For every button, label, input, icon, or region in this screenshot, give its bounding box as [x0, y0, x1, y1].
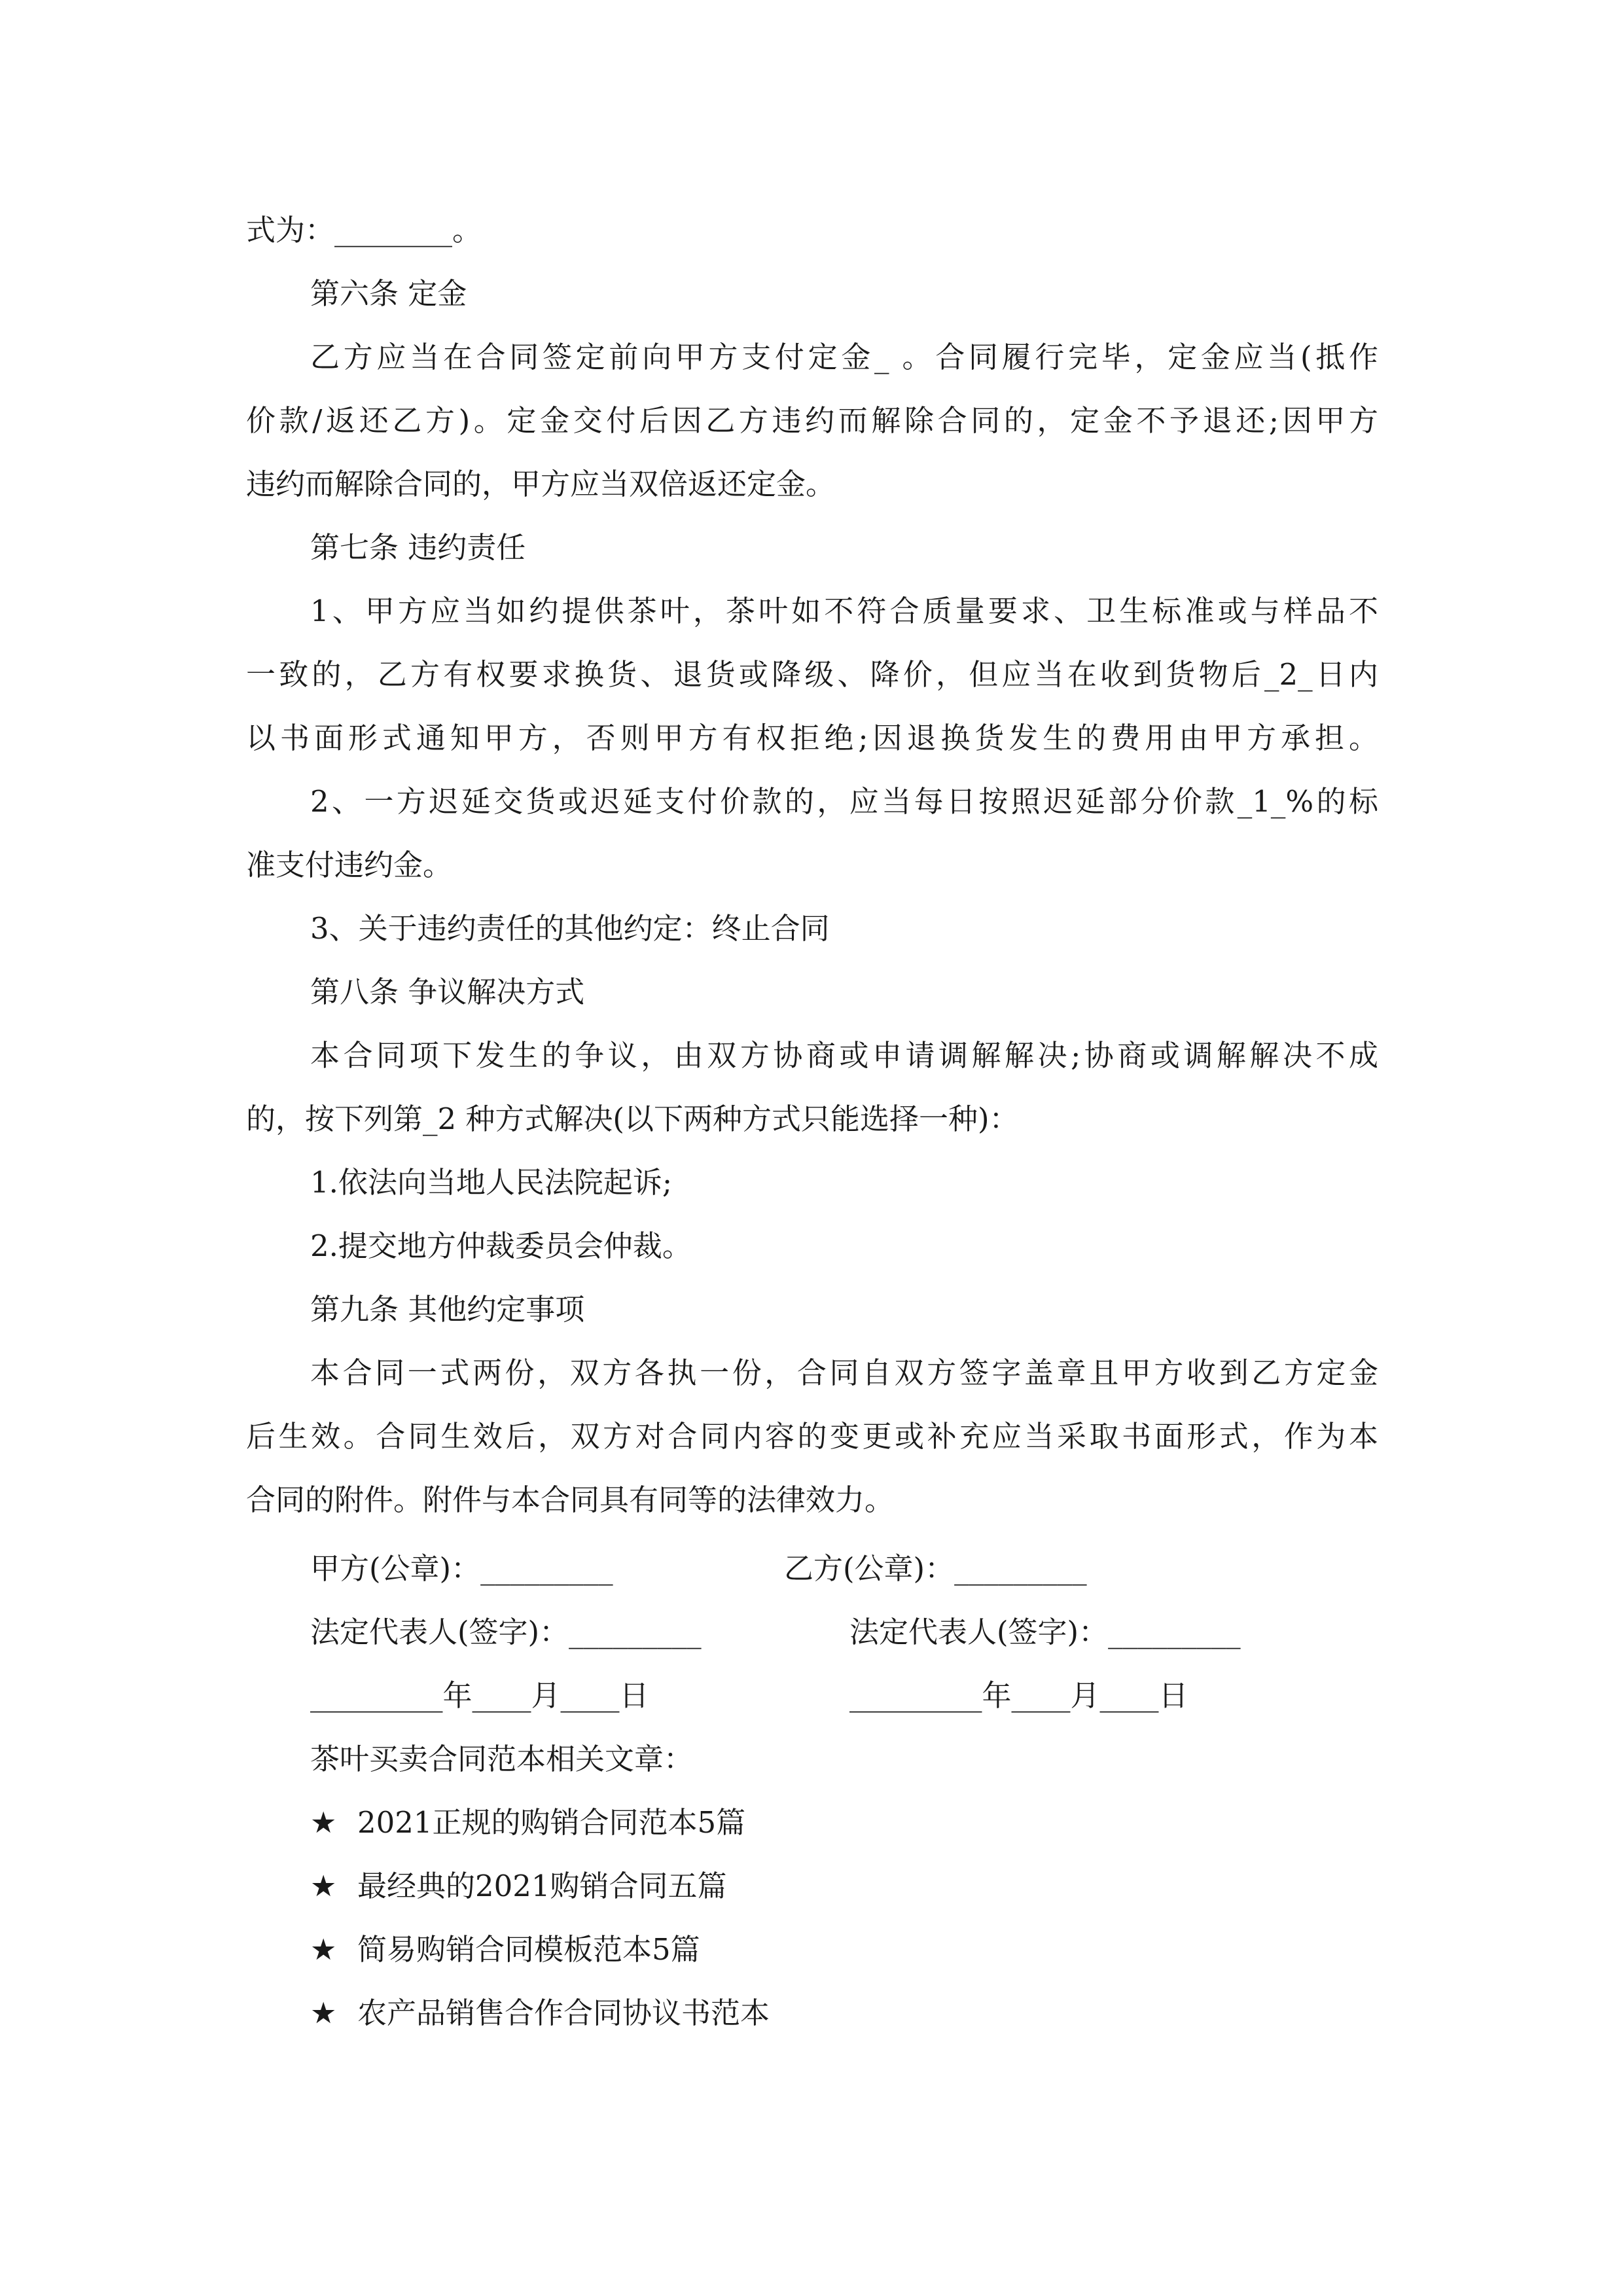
related-article-title[interactable]: 最经典的2021购销合同五篇	[357, 1869, 727, 1903]
text-line: 本合同项下发生的争议，由双方协商或申请调解解决;协商或调解解决不成	[310, 1038, 1378, 1073]
text-line: 本合同一式两份，双方各执一份，合同自双方签字盖章且甲方收到乙方定金	[310, 1355, 1378, 1390]
party-b-representative-field: 法定代表人(签字)：_________	[849, 1615, 1241, 1649]
text-line: 违约而解除合同的，甲方应当双倍返还定金。	[246, 467, 836, 501]
section-heading: 第六条 定金	[310, 276, 467, 311]
related-article-link[interactable]	[310, 1865, 727, 1907]
text-line: 式为：________。	[246, 213, 482, 247]
star-icon: ★	[310, 1932, 337, 1967]
text-line: 准支付违约金。	[246, 848, 453, 882]
party-a-date-field: _________年____月____日	[310, 1678, 649, 1713]
star-icon: ★	[310, 1996, 337, 2030]
section-heading: 第七条 违约责任	[310, 530, 526, 565]
text-line: 以书面形式通知甲方，否则甲方有权拒绝;因退换货发生的费用由甲方承担。	[246, 721, 1378, 755]
text-line: 的，按下列第_2 种方式解决(以下两种方式只能选择一种)：	[246, 1102, 1019, 1136]
section-heading: 第八条 争议解决方式	[310, 975, 585, 1009]
section-heading: 第九条 其他约定事项	[310, 1292, 585, 1327]
text-line: 后生效。合同生效后，双方对合同内容的变更或补充应当采取书面形式，作为本	[246, 1419, 1378, 1454]
text-line: 价款/返还乙方)。定金交付后因乙方违约而解除合同的，定金不予退还;因甲方	[246, 403, 1378, 438]
party-b-date-field: _________年____月____日	[849, 1678, 1188, 1713]
text-line: 1、甲方应当如约提供茶叶，茶叶如不符合质量要求、卫生标准或与样品不	[310, 594, 1378, 628]
star-icon: ★	[310, 1805, 337, 1840]
text-line: 乙方应当在合同签定前向甲方支付定金_ 。合同履行完毕，定金应当(抵作	[310, 340, 1378, 374]
party-b-seal-field: 乙方(公章)：_________	[784, 1551, 1087, 1586]
text-line: 2、一方迟延交货或迟延支付价款的，应当每日按照迟延部分价款_1_%的标	[310, 784, 1378, 819]
party-a-seal-field: 甲方(公章)：_________	[310, 1551, 613, 1586]
related-articles-heading: 茶叶买卖合同范本相关文章：	[310, 1742, 694, 1776]
star-icon: ★	[310, 1869, 337, 1903]
related-article-title[interactable]: 2021正规的购销合同范本5篇	[357, 1805, 746, 1840]
related-article-title[interactable]: 简易购销合同模板范本5篇	[357, 1932, 700, 1967]
text-line: 3、关于违约责任的其他约定：终止合同	[310, 911, 830, 946]
text-line: 一致的，乙方有权要求换货、退货或降级、降价，但应当在收到货物后_2_日内	[246, 657, 1378, 692]
related-article-title[interactable]: 农产品销售合作合同协议书范本	[357, 1996, 770, 2030]
related-article-link[interactable]	[310, 1929, 700, 1971]
related-article-link[interactable]	[310, 1992, 770, 2034]
party-a-representative-field: 法定代表人(签字)：_________	[310, 1615, 702, 1649]
text-line: 合同的附件。附件与本合同具有同等的法律效力。	[246, 1482, 895, 1517]
related-article-link[interactable]	[310, 1802, 745, 1844]
text-line: 1.依法向当地人民法院起诉;	[310, 1165, 673, 1200]
text-line: 2.提交地方仲裁委员会仲裁。	[310, 1229, 692, 1263]
